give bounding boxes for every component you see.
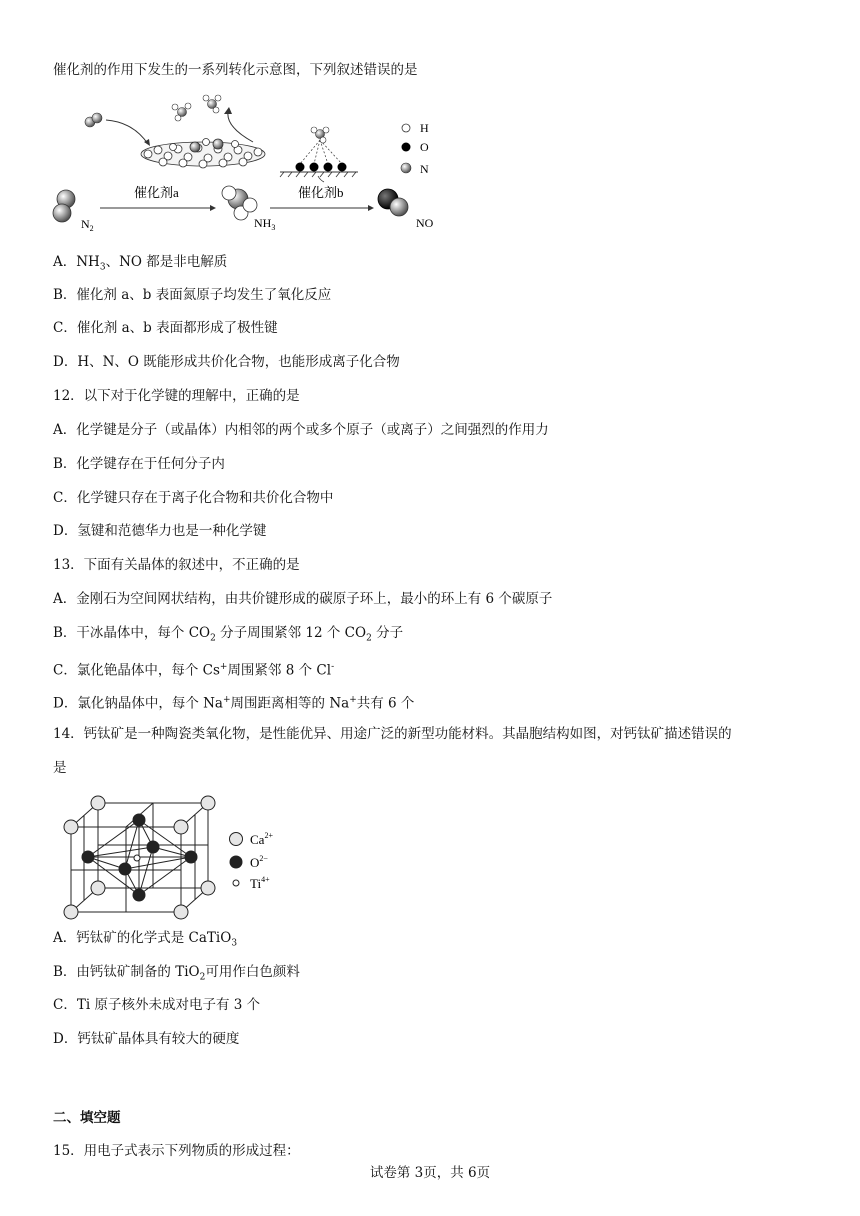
q14-option-c: C．Ti 原子核外未成对电子有 3 个: [53, 997, 261, 1013]
q13-option-d: D．氯化钠晶体中，每个 Na+周围距离相等的 Na+共有 6 个: [53, 695, 415, 712]
no-molecule: [378, 189, 408, 216]
reaction-diagram: [48, 92, 448, 237]
no-label: NO: [416, 216, 434, 230]
n2-label: $N_2$: [81, 217, 94, 233]
q11-option-d: D．H、N、O 既能形成共价化合物，也能形成离子化合物: [53, 354, 400, 370]
arrow-out-a: [228, 112, 253, 142]
q12-option-b: B．化学键存在于任何分子内: [53, 456, 225, 472]
legend-n: N: [420, 162, 429, 176]
n2-molecule: [53, 190, 75, 222]
q11-option-c: C．催化剂 a、b 表面都形成了极性键: [53, 320, 278, 336]
q14-option-b: B．由钙钛矿制备的 TiO$_2$可用作白色颜料: [53, 964, 300, 983]
catalyst-b-surface: [280, 127, 358, 182]
arrow-in-a: [106, 120, 148, 144]
legend-o2: $O^{2-}$: [250, 854, 268, 870]
legend-ti: $Ti^{4+}$: [250, 875, 270, 891]
q12-option-c: C．化学键只存在于离子化合物和共价化合物中: [53, 490, 334, 506]
oxygen-legend-icon: [402, 143, 411, 152]
nh3-molecule: [222, 186, 257, 220]
q13-option-b: B．干冰晶体中，每个 $CO_2$ 分子周围紧邻 12 个 $CO_2$ 分子: [53, 625, 404, 644]
q15-stem: 15．用电子式表示下列物质的形成过程：: [53, 1143, 300, 1159]
legend-fig1: [401, 121, 429, 176]
q11-option-b: B．催化剂 a、b 表面氮原子均发生了氧化反应: [53, 287, 332, 303]
hydrogen-legend-icon: [402, 124, 410, 132]
legend-o: O: [420, 140, 429, 154]
n2-molecule-small: [85, 113, 102, 127]
section-heading: 二、填空题: [53, 1110, 121, 1126]
oxygen-ion-legend-icon: [230, 856, 243, 869]
page-footer: 试卷第 3页，共 6页: [369, 1165, 491, 1181]
q12-stem: 12．以下对于化学键的理解中，正确的是: [53, 388, 300, 404]
legend-h: H: [420, 121, 429, 135]
q13-stem: 13．下面有关晶体的叙述中，不正确的是: [53, 557, 300, 573]
titanium-legend-icon: [233, 880, 239, 886]
q14-option-d: D．钙钛矿晶体具有较大的硬度: [53, 1031, 240, 1047]
nh3-label: $NH_3$: [254, 216, 276, 232]
catalyst-a-label: 催化剂a: [134, 185, 179, 200]
legend-ca: $Ca^{2+}$: [250, 831, 273, 847]
q11-option-a: A．$NH_3$、NO 都是非电解质: [53, 254, 228, 273]
nh3-molecules-small: [172, 95, 221, 121]
catalyst-a-surface: [141, 139, 265, 169]
question-11-stem: 催化剂的作用下发生的一系列转化示意图，下列叙述错误的是: [53, 62, 418, 78]
nitrogen-legend-icon: [401, 163, 411, 173]
q13-option-a: A．金刚石为空间网状结构，由共价键形成的碳原子环上，最小的环上有 6 个碳原子: [53, 591, 553, 607]
q14-stem-continued: 是: [53, 760, 67, 776]
calcium-legend-icon: [230, 833, 243, 846]
q12-option-d: D．氢键和范德华力也是一种化学键: [53, 523, 267, 539]
perovskite-unit-cell-diagram: [58, 795, 308, 920]
q13-option-c: C．氯化铯晶体中，每个 Cs+周围紧邻 8 个 Cl-: [53, 662, 335, 679]
q14-stem: 14．钙钛矿是一种陶瓷类氧化物，是性能优异、用途广泛的新型功能材料。其晶胞结构如图，对钙钛矿描述错误的: [53, 726, 732, 742]
ti-ion: [134, 855, 140, 861]
catalyst-b-label: 催化剂b: [298, 185, 344, 200]
legend-perovskite: [230, 831, 274, 891]
q12-option-a: A．化学键是分子（或晶体）内相邻的两个或多个原子（或离子）之间强烈的作用力: [53, 422, 549, 438]
q14-option-a: A．钙钛矿的化学式是 CaTiO$_3$: [53, 930, 238, 949]
